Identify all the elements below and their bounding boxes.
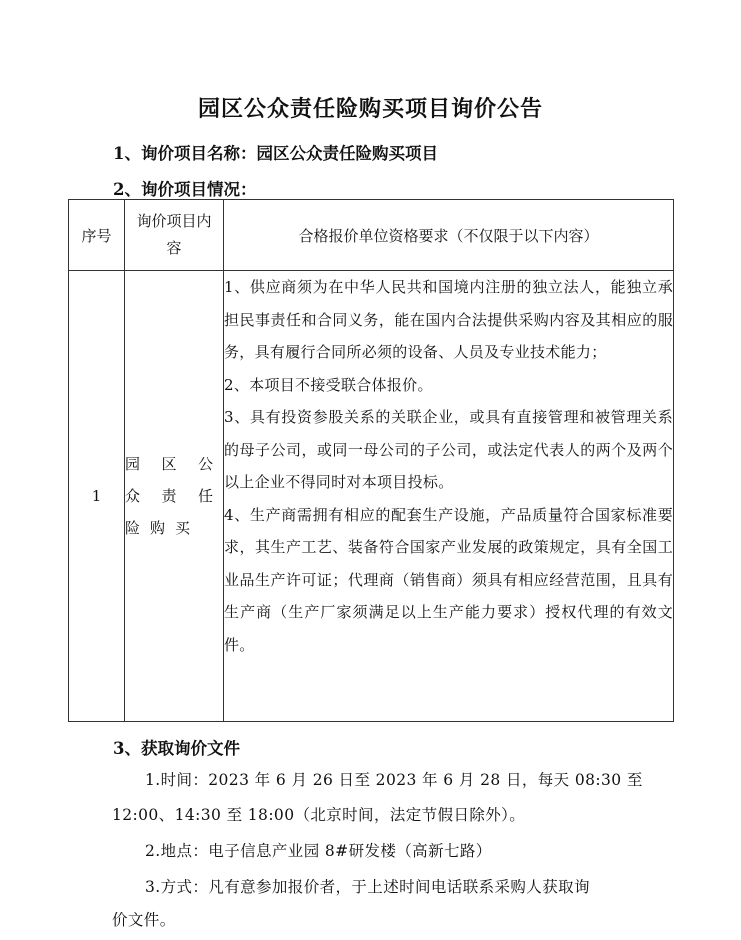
row-index: 1 xyxy=(69,271,125,722)
section-project-info: 2、询价项目情况： xyxy=(113,180,257,199)
requirement-3: 3、具有投资参股关系的关联企业，或具有直接管理和被管理关系的母子公司，或同一母公司的子公司，或法定代表人的两个及两个以上企业不得同时对本项目投标。 xyxy=(224,408,673,491)
page-title: 园区公众责任险购买项目询价公告 xyxy=(197,96,543,122)
requirement-1: 1、供应商须为在中华人民共和国境内注册的独立法人，能独立承担民事责任和合同义务，能在国内合法提供采购内容及其相应的服务，具有履行合同所必须的设备、人员及专业技术能力； xyxy=(224,278,673,361)
section-obtain-documents: 3、获取询价文件 xyxy=(113,739,240,758)
header-item: 询价项目内容 xyxy=(125,200,224,271)
time-line-2: 12:00、14:30 至 18:00（北京时间，法定节假日除外）。 xyxy=(112,806,526,824)
header-index: 序号 xyxy=(69,200,125,271)
table-header-row xyxy=(69,200,674,271)
location-line: 2.地点：电子信息产业园 8#研发楼（高新七路） xyxy=(145,842,492,860)
header-requirements: 合格报价单位资格要求（不仅限于以下内容） xyxy=(224,200,674,271)
row-item: 园区公众责任险购买 xyxy=(125,271,224,722)
table-row xyxy=(69,271,674,722)
time-line-1: 1.时间：2023 年 6 月 26 日至 2023 年 6 月 28 日，每天 08:30 至 xyxy=(145,771,643,789)
method-line-1: 3.方式：凡有意参加报价者，于上述时间电话联系采购人获取询 xyxy=(145,878,590,896)
requirements-table xyxy=(68,199,674,722)
requirement-2: 2、本项目不接受联合体报价。 xyxy=(224,375,433,394)
method-line-2: 价文件。 xyxy=(112,911,176,929)
section-project-name: 1、询价项目名称：园区公众责任险购买项目 xyxy=(113,144,438,163)
requirement-4: 4、生产商需拥有相应的配套生产设施，产品质量符合国家标准要求，其生产工艺、装备符合国家产业发展的政策规定，具有全国工业品生产许可证；代理商（销售商）须具有相应经营范围，且具有生产商（生产厂家须满足以上生产能力要求）授权代理的有效文件。 xyxy=(224,505,673,654)
row-requirements xyxy=(224,271,674,722)
